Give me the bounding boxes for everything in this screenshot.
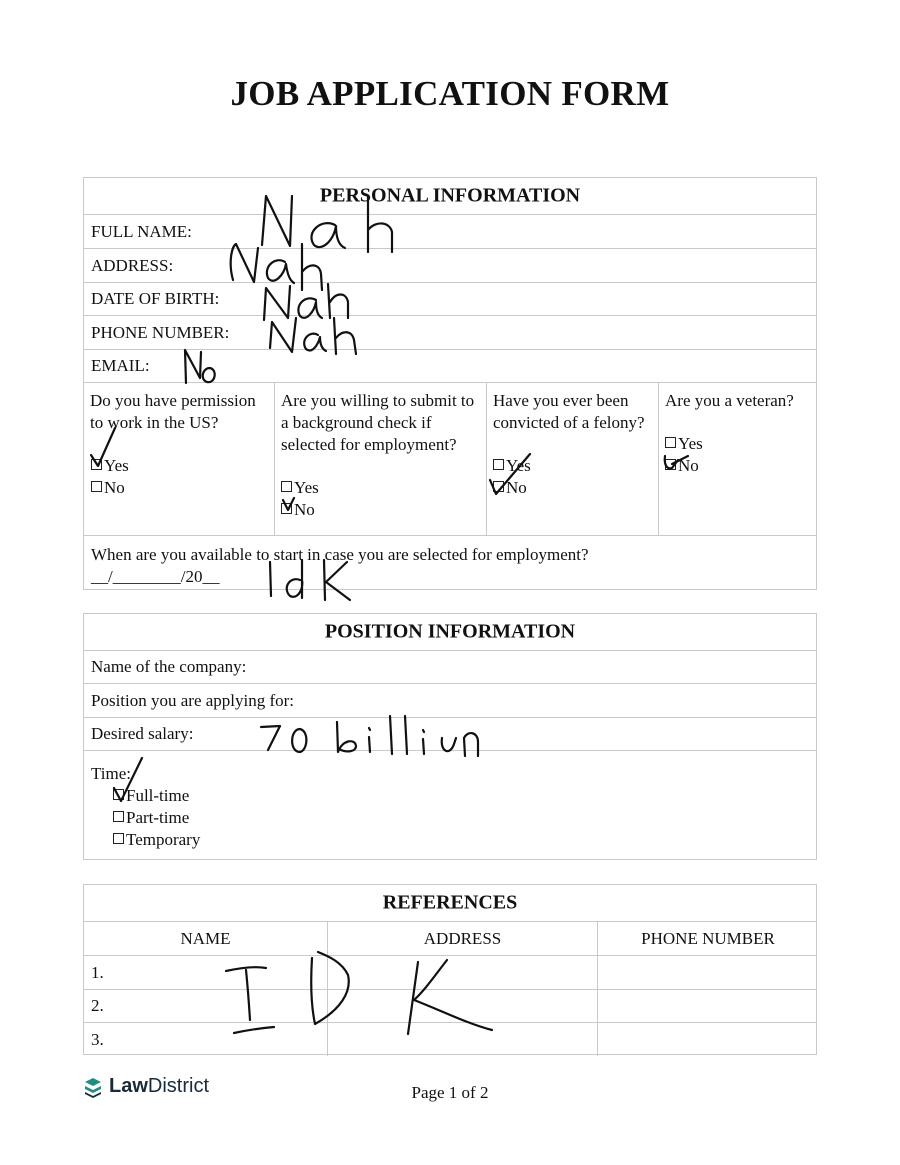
- address-label: ADDRESS:: [91, 255, 174, 275]
- checkbox-icon[interactable]: [113, 833, 124, 844]
- option-temporary[interactable]: Temporary: [113, 830, 200, 850]
- availability-question: When are you available to start in case you are selected for employment?: [91, 545, 589, 564]
- section-heading: PERSONAL INFORMATION: [319, 184, 581, 207]
- time-row: [84, 750, 816, 861]
- dob-row[interactable]: [84, 282, 816, 315]
- checkbox-icon[interactable]: [493, 481, 504, 492]
- checkbox-icon[interactable]: [665, 437, 676, 448]
- page-number: Page 1 of 2: [411, 1083, 489, 1102]
- question-work-permission: [84, 383, 274, 535]
- position-information-section: [83, 613, 817, 860]
- question-background-check: [274, 383, 486, 535]
- position-label: Position you are applying for:: [91, 690, 295, 710]
- checkbox-icon[interactable]: [281, 481, 292, 492]
- checkbox-icon[interactable]: [113, 811, 124, 822]
- company-row[interactable]: [84, 650, 816, 683]
- availability-date-blank: __/________/20__: [91, 567, 220, 586]
- phone-row[interactable]: [84, 315, 816, 349]
- option-yes[interactable]: Yes: [91, 455, 129, 477]
- option-full-time[interactable]: Full-time: [113, 786, 189, 806]
- checkbox-icon[interactable]: [91, 459, 102, 470]
- question-felony: [486, 383, 658, 535]
- salary-label: Desired salary:: [91, 724, 194, 743]
- time-label: Time:: [91, 764, 132, 783]
- question-veteran: [658, 383, 818, 535]
- option-no[interactable]: No: [493, 477, 527, 499]
- salary-row[interactable]: [84, 717, 816, 750]
- dob-label: DATE OF BIRTH:: [91, 289, 220, 308]
- section-heading: REFERENCES: [382, 891, 518, 914]
- availability-row[interactable]: [84, 535, 816, 591]
- column-phone: PHONE NUMBER: [641, 928, 775, 948]
- checkbox-icon[interactable]: [91, 481, 102, 492]
- personal-information-section: [83, 177, 817, 590]
- full-name-label: FULL NAME:: [91, 221, 192, 241]
- question-text: Do you have permission to work in the US?: [90, 391, 256, 432]
- form-title: JOB APPLICATION FORM: [230, 74, 670, 113]
- reference-row[interactable]: 3.: [84, 1022, 816, 1056]
- position-row[interactable]: [84, 683, 816, 717]
- reference-row[interactable]: 1.: [84, 955, 816, 989]
- question-text: Are you willing to submit to a background check if selected for employment?: [281, 391, 475, 454]
- option-yes[interactable]: Yes: [665, 433, 703, 455]
- option-yes[interactable]: Yes: [281, 477, 319, 499]
- logo-text-bold: Law: [109, 1075, 148, 1097]
- logo-text: District: [147, 1075, 210, 1097]
- checkbox-icon[interactable]: [281, 503, 292, 514]
- full-name-row[interactable]: [84, 214, 816, 248]
- references-heading-row: [84, 885, 816, 921]
- personal-heading-row: [84, 178, 816, 214]
- email-label: EMAIL:: [91, 356, 150, 375]
- references-header-row: [84, 921, 816, 955]
- column-name: NAME: [180, 928, 231, 948]
- column-address: ADDRESS: [423, 928, 502, 948]
- phone-label: PHONE NUMBER:: [91, 322, 230, 342]
- section-heading: POSITION INFORMATION: [324, 620, 576, 643]
- address-row[interactable]: [84, 248, 816, 282]
- questions-row: [84, 382, 816, 535]
- option-no[interactable]: No: [91, 477, 125, 499]
- checkbox-icon[interactable]: [113, 789, 124, 800]
- option-yes[interactable]: Yes: [493, 455, 531, 477]
- references-section: [83, 884, 817, 1055]
- position-heading-row: [84, 614, 816, 650]
- reference-row[interactable]: 2.: [84, 989, 816, 1022]
- option-part-time[interactable]: Part-time: [113, 808, 189, 828]
- email-row[interactable]: [84, 349, 816, 382]
- option-no[interactable]: No: [665, 455, 699, 477]
- checkbox-icon[interactable]: [665, 459, 676, 470]
- company-label: Name of the company:: [91, 657, 247, 676]
- checkbox-icon[interactable]: [493, 459, 504, 470]
- option-no[interactable]: No: [281, 499, 315, 521]
- question-text: Are you a veteran?: [665, 391, 794, 410]
- question-text: Have you ever been convicted of a felony?: [493, 391, 645, 432]
